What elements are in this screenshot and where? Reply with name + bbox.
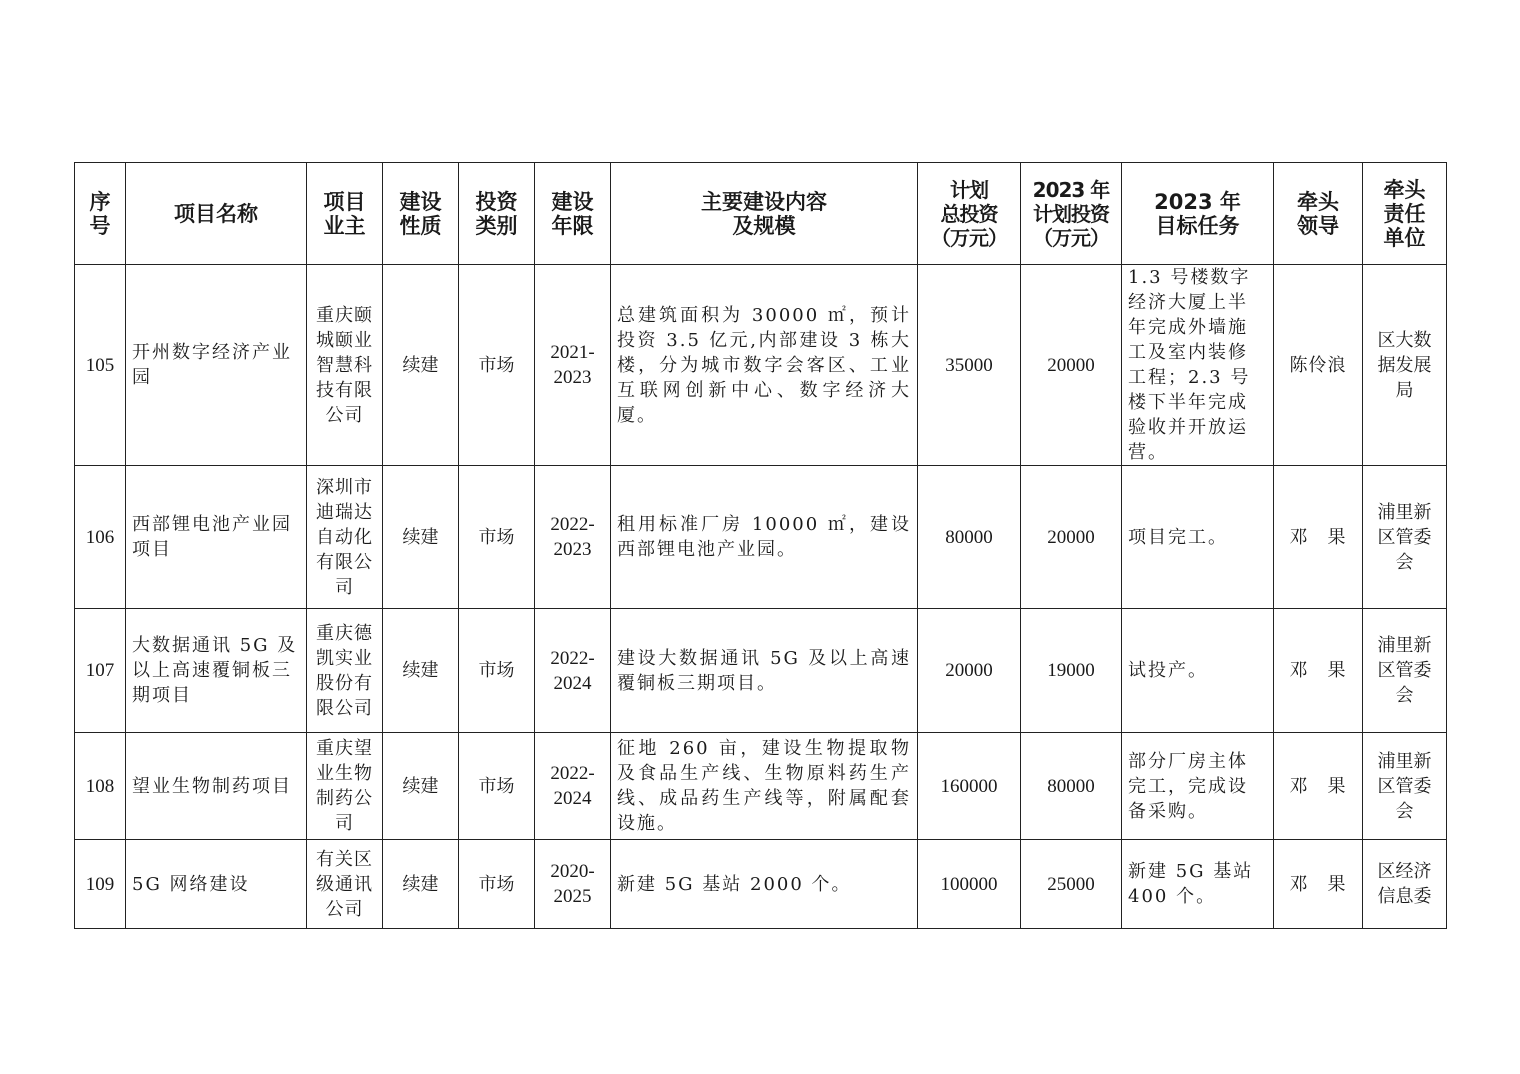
header-leader: 牵头 领导 bbox=[1274, 163, 1363, 265]
table-row bbox=[75, 609, 1447, 733]
cell-nature: 续建 bbox=[383, 733, 459, 840]
cell-content: 租用标准厂房 10000 ㎡，建设西部锂电池产业园。 bbox=[611, 466, 918, 609]
cell-period: 2022- 2023 bbox=[535, 466, 611, 609]
cell-total: 80000 bbox=[918, 466, 1021, 609]
header-name: 项目名称 bbox=[126, 163, 307, 265]
cell-total: 20000 bbox=[918, 609, 1021, 733]
cell-owner: 深圳市迪瑞达自动化有限公司 bbox=[307, 466, 383, 609]
cell-content: 总建筑面积为 30000 ㎡，预计投资 3.5 亿元,内部建设 3 栋大楼，分为城市数字会客区、工业互联网创新中心、数字经济大厦。 bbox=[611, 265, 918, 466]
header-task2023: 2023 年 目标任务 bbox=[1122, 163, 1274, 265]
header-content: 主要建设内容 及规模 bbox=[611, 163, 918, 265]
cell-seq: 107 bbox=[75, 609, 126, 733]
cell-unit: 区经济信息委 bbox=[1363, 840, 1447, 929]
cell-content: 征地 260 亩，建设生物提取物及食品生产线、生物原料药生产线、成品药生产线等，附属配套设施。 bbox=[611, 733, 918, 840]
cell-name: 5G 网络建设 bbox=[126, 840, 307, 929]
cell-plan2023: 20000 bbox=[1021, 466, 1122, 609]
cell-seq: 106 bbox=[75, 466, 126, 609]
cell-invest-type: 市场 bbox=[459, 733, 535, 840]
cell-name: 望业生物制药项目 bbox=[126, 733, 307, 840]
cell-leader: 邓 果 bbox=[1274, 609, 1363, 733]
cell-unit: 浦里新区管委会 bbox=[1363, 609, 1447, 733]
table-row bbox=[75, 733, 1447, 840]
cell-period: 2020- 2025 bbox=[535, 840, 611, 929]
cell-owner: 有关区级通讯公司 bbox=[307, 840, 383, 929]
header-owner: 项目 业主 bbox=[307, 163, 383, 265]
cell-unit: 区大数据发展局 bbox=[1363, 265, 1447, 466]
table-row bbox=[75, 840, 1447, 929]
header-plan2023: 2023 年 计划投资 （万元） bbox=[1021, 163, 1122, 265]
header-period: 建设 年限 bbox=[535, 163, 611, 265]
cell-period: 2022- 2024 bbox=[535, 609, 611, 733]
cell-task: 1.3 号楼数字经济大厦上半年完成外墙施工及室内装修工程；2.3 号楼下半年完成验收并开放运营。 bbox=[1122, 265, 1274, 466]
cell-nature: 续建 bbox=[383, 609, 459, 733]
cell-invest-type: 市场 bbox=[459, 840, 535, 929]
cell-plan2023: 25000 bbox=[1021, 840, 1122, 929]
cell-name: 开州数字经济产业园 bbox=[126, 265, 307, 466]
header-unit: 牵头 责任 单位 bbox=[1363, 163, 1447, 265]
cell-task: 新建 5G 基站 400 个。 bbox=[1122, 840, 1274, 929]
cell-total: 35000 bbox=[918, 265, 1021, 466]
cell-period: 2021- 2023 bbox=[535, 265, 611, 466]
cell-leader: 陈伶浪 bbox=[1274, 265, 1363, 466]
cell-invest-type: 市场 bbox=[459, 609, 535, 733]
header-nature: 建设 性质 bbox=[383, 163, 459, 265]
cell-seq: 109 bbox=[75, 840, 126, 929]
cell-seq: 108 bbox=[75, 733, 126, 840]
cell-name: 西部锂电池产业园项目 bbox=[126, 466, 307, 609]
cell-plan2023: 20000 bbox=[1021, 265, 1122, 466]
cell-content: 建设大数据通讯 5G 及以上高速覆铜板三期项目。 bbox=[611, 609, 918, 733]
cell-task: 项目完工。 bbox=[1122, 466, 1274, 609]
cell-owner: 重庆望业生物制药公司 bbox=[307, 733, 383, 840]
cell-invest-type: 市场 bbox=[459, 466, 535, 609]
cell-unit: 浦里新区管委会 bbox=[1363, 733, 1447, 840]
cell-owner: 重庆颐城颐业智慧科技有限公司 bbox=[307, 265, 383, 466]
cell-seq: 105 bbox=[75, 265, 126, 466]
project-table bbox=[74, 162, 1447, 929]
cell-period: 2022- 2024 bbox=[535, 733, 611, 840]
cell-leader: 邓 果 bbox=[1274, 840, 1363, 929]
header-invest-type: 投资 类别 bbox=[459, 163, 535, 265]
cell-nature: 续建 bbox=[383, 466, 459, 609]
cell-task: 试投产。 bbox=[1122, 609, 1274, 733]
cell-plan2023: 80000 bbox=[1021, 733, 1122, 840]
cell-owner: 重庆德凯实业股份有限公司 bbox=[307, 609, 383, 733]
cell-leader: 邓 果 bbox=[1274, 733, 1363, 840]
table-row bbox=[75, 466, 1447, 609]
cell-plan2023: 19000 bbox=[1021, 609, 1122, 733]
header-row bbox=[75, 163, 1447, 265]
cell-task: 部分厂房主体完工，完成设备采购。 bbox=[1122, 733, 1274, 840]
cell-leader: 邓 果 bbox=[1274, 466, 1363, 609]
cell-total: 160000 bbox=[918, 733, 1021, 840]
cell-nature: 续建 bbox=[383, 840, 459, 929]
cell-invest-type: 市场 bbox=[459, 265, 535, 466]
cell-unit: 浦里新区管委会 bbox=[1363, 466, 1447, 609]
cell-total: 100000 bbox=[918, 840, 1021, 929]
header-seq: 序 号 bbox=[75, 163, 126, 265]
cell-name: 大数据通讯 5G 及以上高速覆铜板三期项目 bbox=[126, 609, 307, 733]
table-row bbox=[75, 265, 1447, 466]
cell-nature: 续建 bbox=[383, 265, 459, 466]
cell-content: 新建 5G 基站 2000 个。 bbox=[611, 840, 918, 929]
header-total: 计划 总投资 （万元） bbox=[918, 163, 1021, 265]
